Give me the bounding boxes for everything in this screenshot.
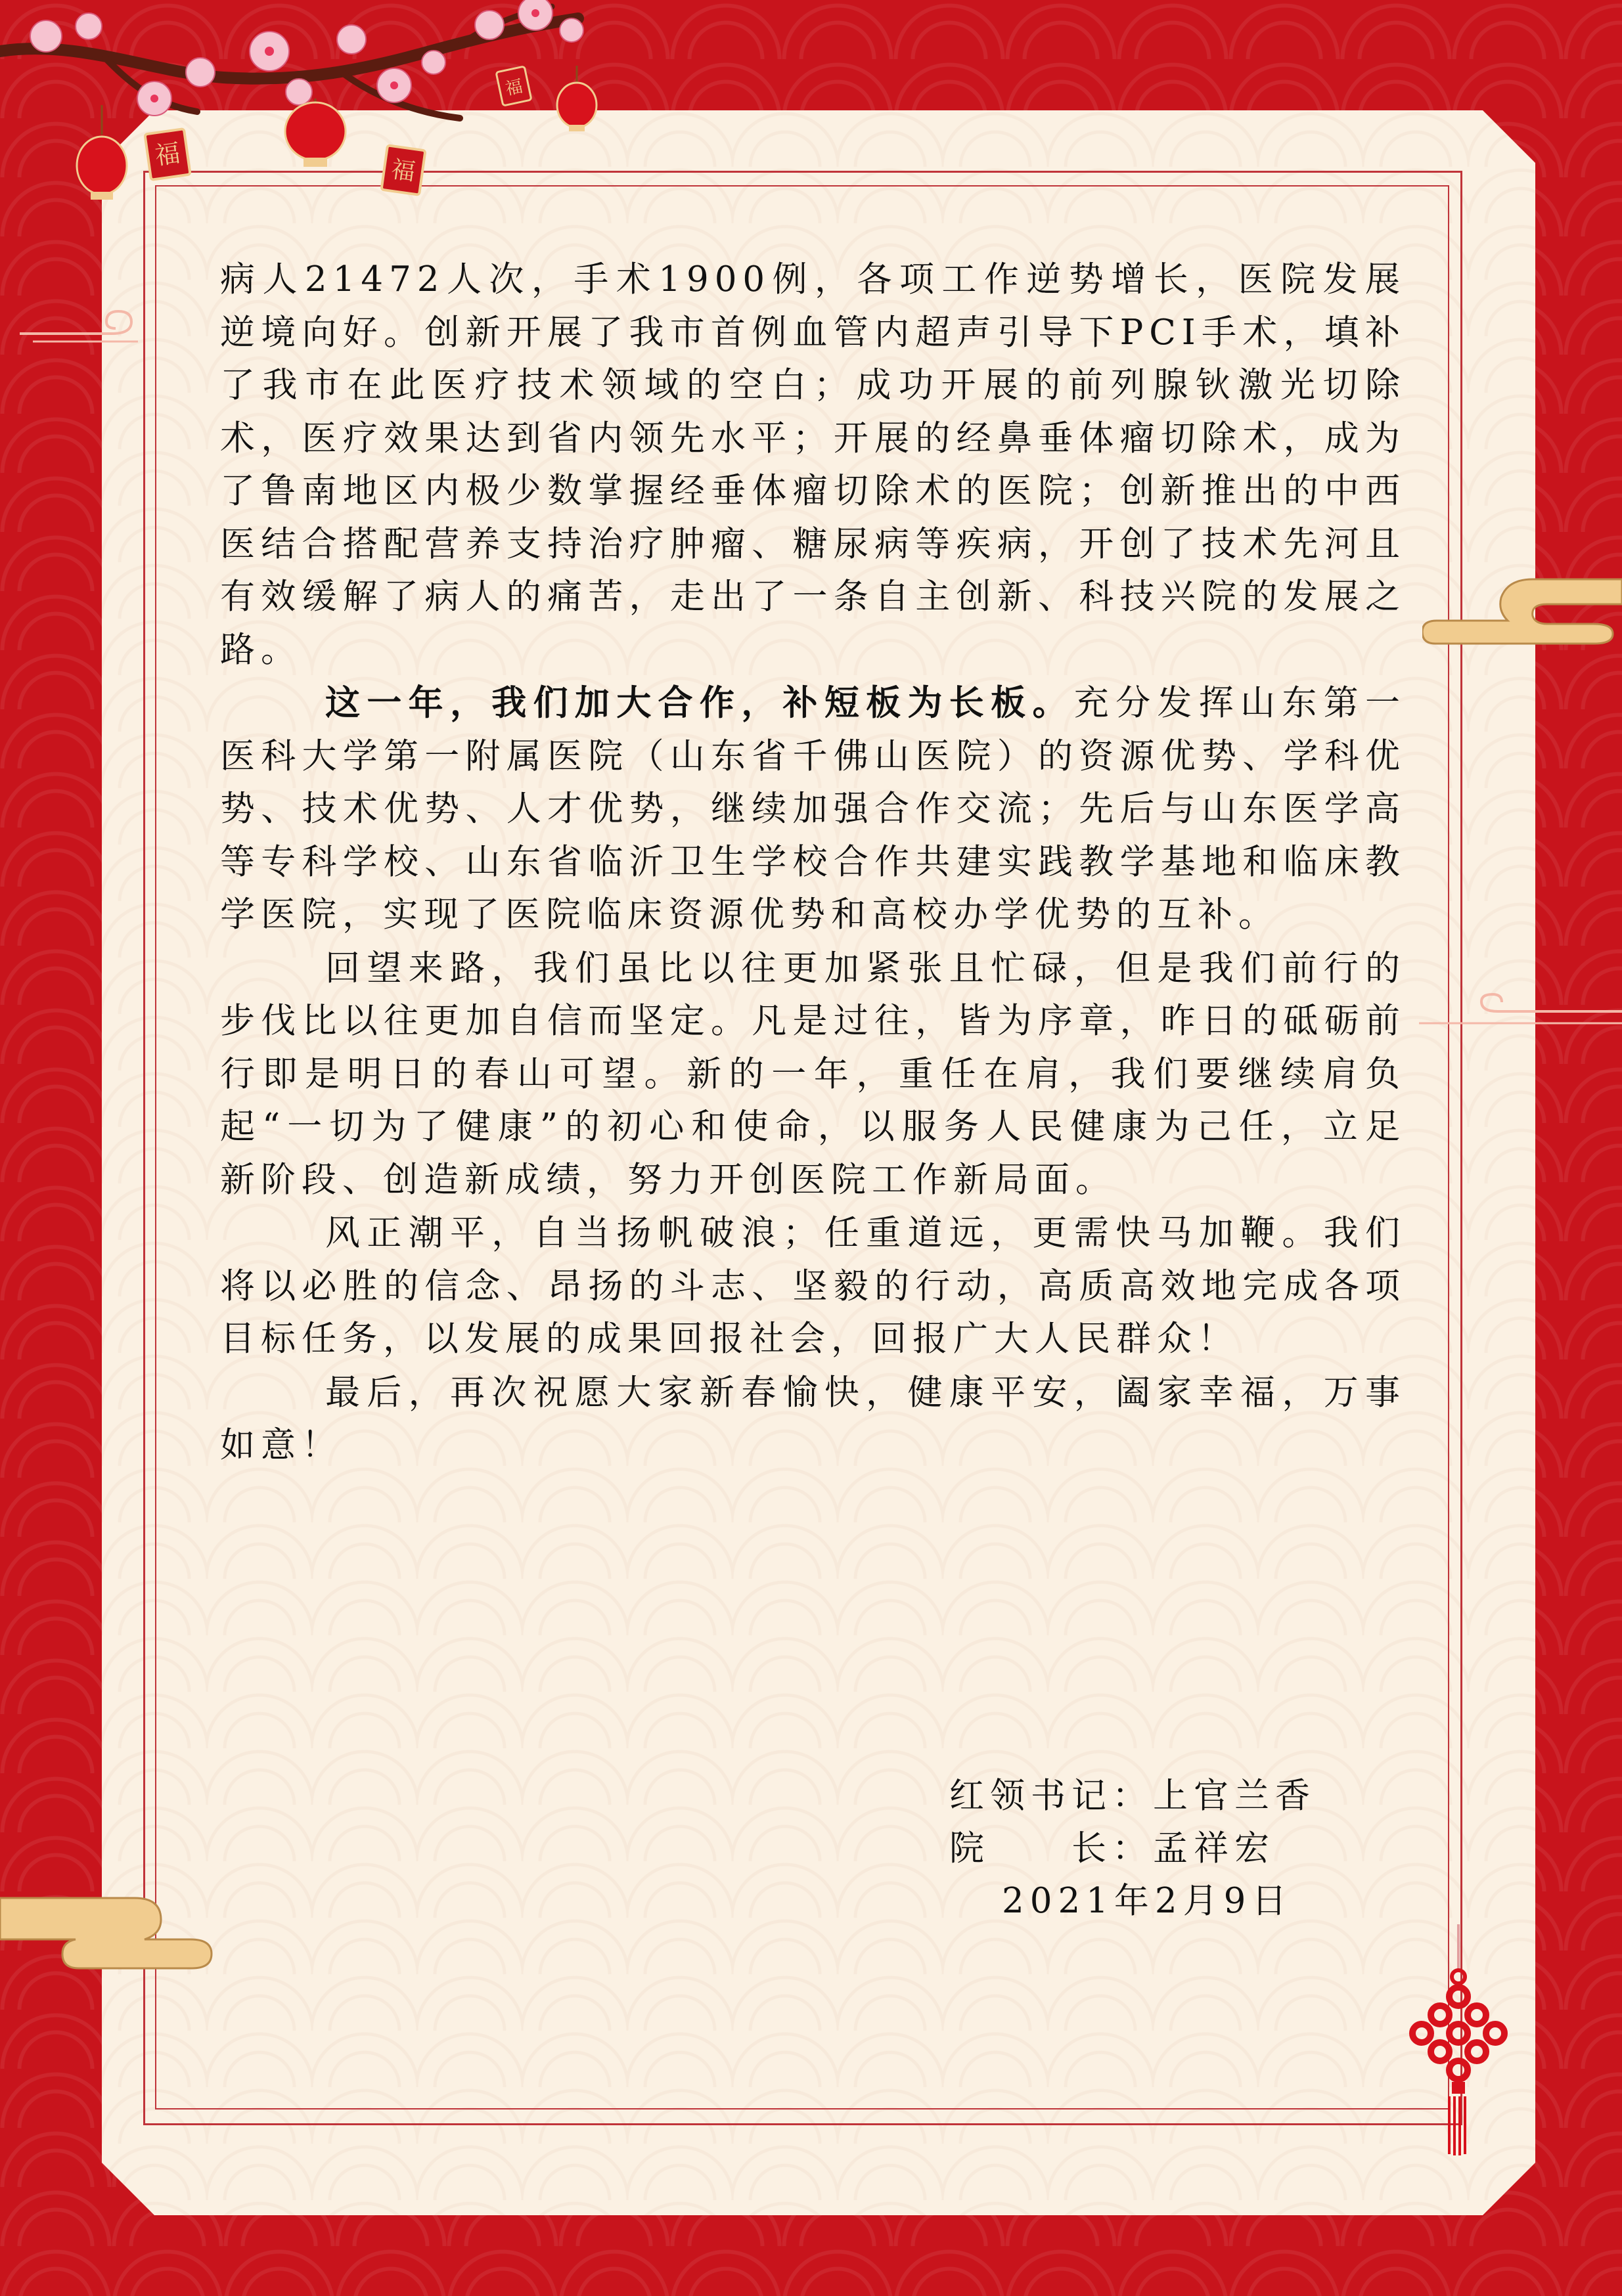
chinese-knot-icon [1399,1924,1518,2161]
signature-secretary: 红领书记：上官兰香 [949,1776,1316,1816]
cloud-line-icon [20,307,145,347]
paragraph-heading: 这一年，我们加大合作，补短板为长板。 [325,682,1074,723]
paragraph: 最后，再次祝愿大家新春愉快，健康平安，阖家幸福，万事如意！ [220,1372,1406,1465]
paragraph: 病人21472人次，手术1900例，各项工作逆势增长，医院发展逆境向好。创新开展了我市首例血管内超声引导下PCI手术，填补了我市在此医疗技术领域的空白；成功开展的前列腺钬激光切除术，医疗效果达到省内领先水平；开展的经鼻垂体瘤切除术，成为了鲁南地区内极少数掌握经垂体瘤切除术的医院；创新推出的中西医结合搭配营养支持治疗肿瘤、糖尿病等疾病，开创了技术先河且有效缓解了病人的痛苦，走出了一条自主创新、科技兴院的发展之路。 [220,259,1406,670]
paragraph: 这一年，我们加大合作，补短板为长板。充分发挥山东第一医科大学第一附属医院（山东省千佛山医院）的资源优势、学科优势、技术优势、人才优势，继续加强合作交流；先后与山东医学高等专科学校、山东省临沂卫生学校合作共建实践教学基地和临床教学医院，实现了医院临床资源优势和高校办学优势的互补。 [220,682,1407,935]
svg-text:福: 福 [153,138,182,171]
paragraph: 回望来路，我们虽比以往更加紧张且忙碌，但是我们前行的步伐比以往更加自信而坚定。凡是过往，皆为序章，昨日的砥砺前行即是明日的春山可望。新的一年，重任在肩，我们要继续肩负起“一切为了健康”的初心和使命，以服务人民健康为己任，立足新阶段、创造新成绩，努力开创医院工作新局面。 [220,948,1406,1200]
svg-text:福: 福 [390,156,417,187]
paragraph: 风正潮平，自当扬帆破浪；任重道远，更需快马加鞭。我们将以必胜的信念、昂扬的斗志、坚毅的行动，高质高效地完成各项目标任务，以发展的成果回报社会，回报广大人民群众！ [220,1213,1406,1359]
letter-body [220,253,1406,1472]
cloud-scroll-icon [0,1882,217,1980]
signature-date: 2021年2月9日 [1002,1881,1293,1921]
signature-block [949,1770,1422,1928]
cloud-line-icon [1419,992,1622,1038]
svg-text:福: 福 [503,76,525,100]
signature-president: 院 长：孟祥宏 [949,1828,1275,1868]
cloud-scroll-icon [1422,571,1622,657]
plum-blossom-branch-icon [0,0,631,217]
